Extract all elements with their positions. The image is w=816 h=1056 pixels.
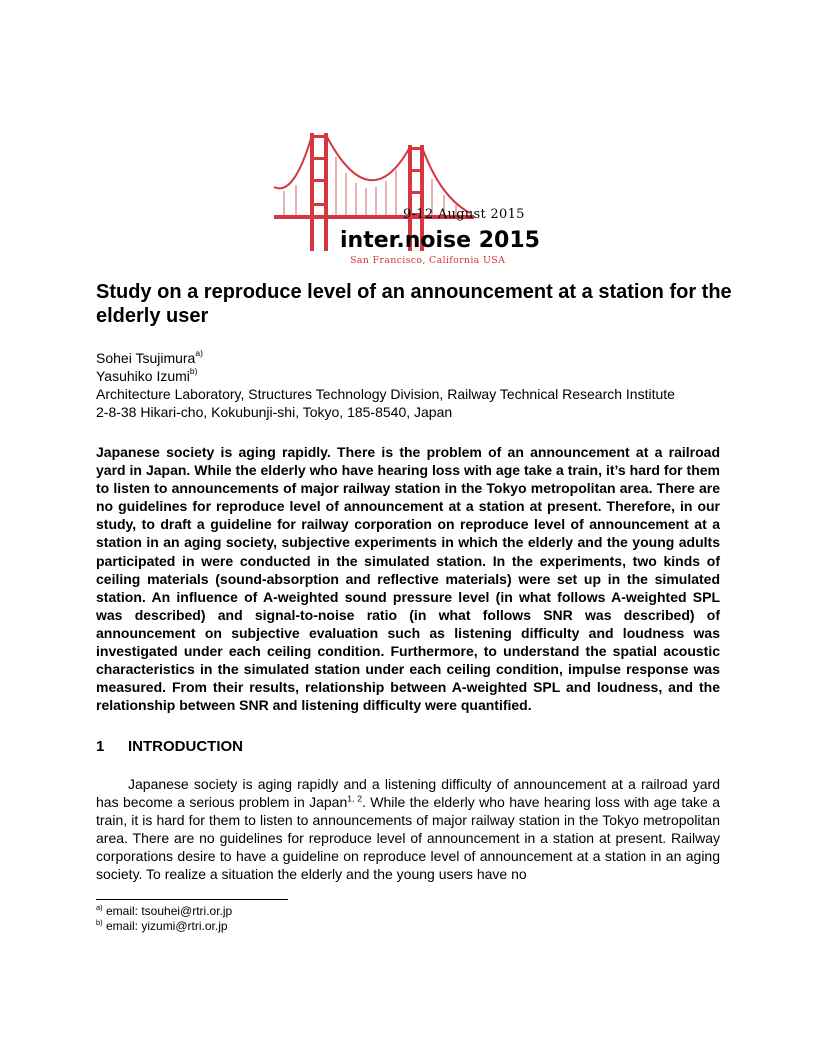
affiliation-line-2: 2-8-38 Hikari-cho, Kokubunji-shi, Tokyo, 185-8540, Japan	[96, 404, 453, 420]
author-1-mark: a)	[195, 348, 203, 359]
conference-location: San Francisco, California USA	[350, 255, 506, 266]
paper-title: Study on a reproduce level of an announcement at a station for the elderly user	[96, 281, 732, 327]
conference-logo	[270, 127, 550, 267]
section-heading	[96, 738, 243, 756]
author-1: Sohei Tsujimura$^{a)}$	[96, 348, 203, 366]
section-title: INTRODUCTION	[128, 738, 243, 755]
footnote-2-email[interactable]: email: yizumi@rtri.or.jp	[102, 919, 228, 933]
golden-gate-bridge-icon	[270, 127, 550, 267]
author-2: Yasuhiko Izumi$^{b)}$	[96, 366, 198, 384]
affiliation-line-1: Architecture Laboratory, Structures Technology Division, Railway Technical Research Institute	[96, 386, 675, 402]
footnote-1-email[interactable]: email: tsouhei@rtri.or.jp	[102, 904, 233, 918]
footnote-2: $^{b)}$ email: yizumi@rtri.or.jp	[96, 918, 228, 933]
footnotes	[96, 904, 232, 934]
intro-paragraph: Japanese society is aging rapidly and a listening difficulty of announcement at a railroad yard has become a serious problem in Japan$^{1, 2}$. While the elderly who have hearing loss with age take a train, it is hard for them to listen to announcements of major railway station in the Tokyo metropolitan area. There are no guidelines for reproduce level of announcement in a station at present. Railway corporations desire to have a guideline on reproduce level of announcement at a station in an aging society. To realize a situation the elderly and the young users have no	[96, 776, 720, 883]
section-number: 1	[96, 738, 105, 755]
footnote-divider	[96, 899, 288, 900]
conference-name: inter.noise 2015	[340, 228, 540, 253]
author-2-mark: b)	[189, 366, 198, 377]
abstract: Japanese society is aging rapidly. There is the problem of an announcement at a railroad yard in Japan. While the elderly who have hearing loss with age take a train, it’s hard for them to listen to announcements of major railway station in the Tokyo metropolitan area. There are no guidelines for reproduce level of announcement at a station at present. Therefore, in our study, to draft a guideline for railway corporation on reproduce level of announcement at a station in an aging society, subjective experiments in which the elderly and the young adults participated in were conducted in the simulated station. In the experiments, two kinds of ceiling materials (sound-absorption and reflective materials) were set up in the simulated station. An influence of A-weighted sound pressure level (in what follows A-weighted SPL was described) and signal-to-noise ratio (in what follows SNR was described) of announcement on subjective evaluation such as listening difficulty and loudness was investigated under each ceiling condition. Furthermore, to understand the spatial acoustic characteristics in the simulated station under each ceiling condition, impulse response was measured. From their results, relationship between A-weighted SPL and loudness, and the relationship between SNR and listening difficulty were quantified.	[96, 444, 720, 714]
footnote-1: $^{a)}$ email: tsouhei@rtri.or.jp	[96, 903, 233, 918]
conference-dates: 9-12 August 2015	[403, 207, 525, 222]
citation-refs: 1, 2	[347, 793, 362, 804]
author-block	[96, 349, 736, 421]
